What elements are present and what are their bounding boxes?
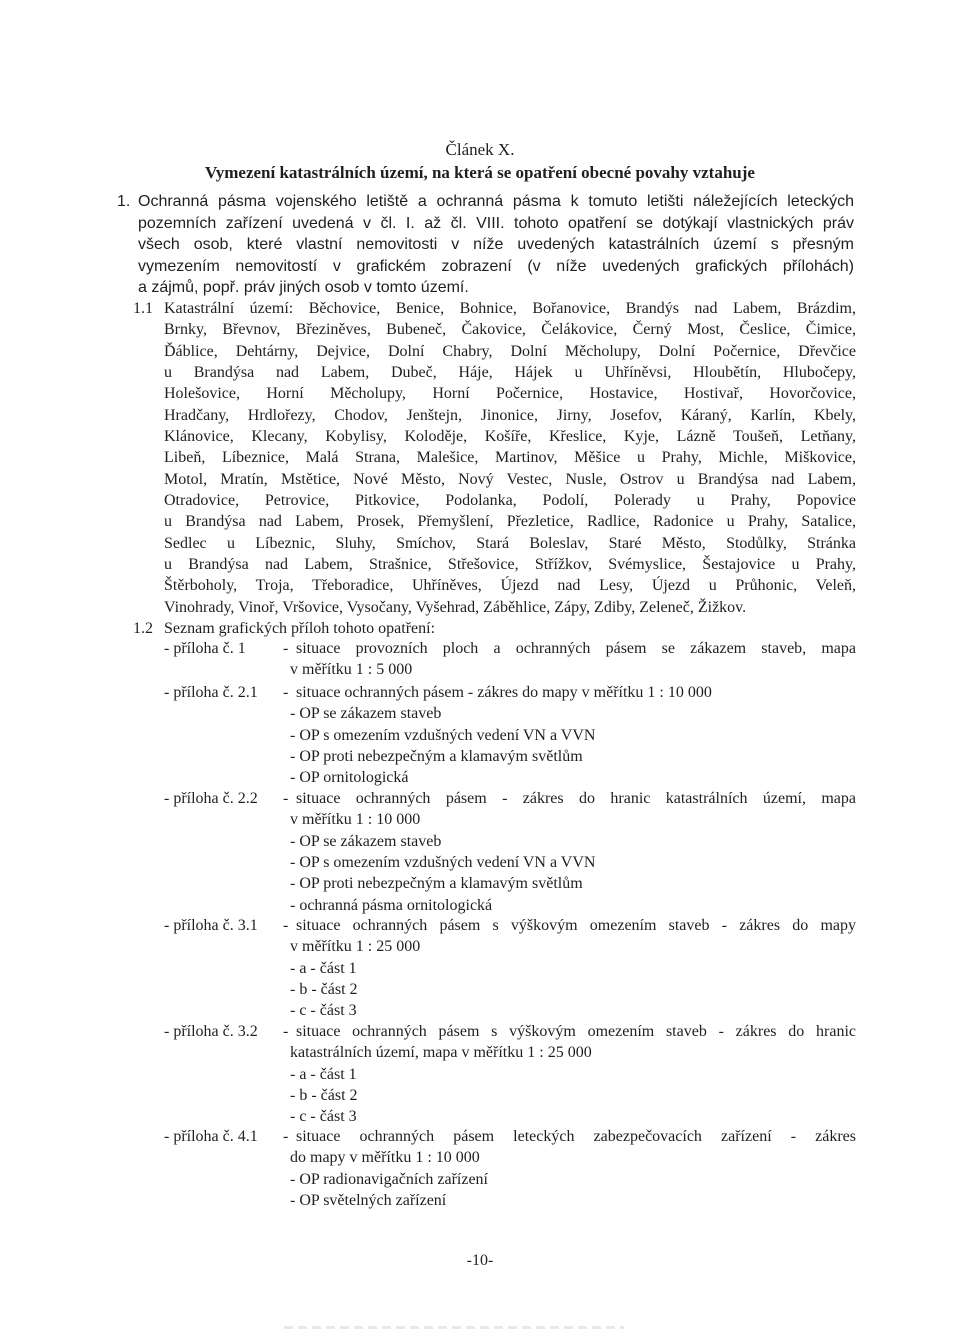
annex-sub-item: - b - část 2 — [290, 980, 358, 998]
annex-description-line: v měřítku 1 : 10 000 — [290, 811, 421, 829]
section-1-paragraph — [138, 192, 854, 300]
section-1-1-paragraph — [164, 299, 856, 619]
annex-dash: - — [283, 790, 289, 807]
section-1-1-line: Klánovice, Klecany, Kobylisy, Koloděje, Košíře, Křeslice, Kyje, Lázně Toušeň, Letňany, — [164, 427, 856, 445]
section-1-line: a zájmů, popř. práv jiných osob v tomto území. — [138, 279, 469, 296]
annex-sub-item: - b - část 2 — [290, 1086, 358, 1104]
annex-sub-item: - OP proti nebezpečným a klamavým světlům — [290, 747, 583, 765]
annex-dash: - — [283, 640, 289, 657]
bleed-through-artifact — [284, 1326, 624, 1329]
annex-description-line: v měřítku 1 : 5 000 — [290, 661, 413, 679]
annex-sub-item: - OP se zákazem staveb — [290, 832, 442, 850]
annex-dash: - — [283, 917, 289, 934]
annex-dash: - — [283, 1128, 289, 1145]
annex-sub-item: - c - část 3 — [290, 1002, 357, 1020]
section-1-number: 1. — [117, 193, 131, 210]
section-1-1-line: Otradovice, Petrovice, Pitkovice, Podolanka, Podolí, Polerady u Prahy, Popovice — [164, 491, 856, 509]
section-1-1-line: u Brandýsa nad Labem, Prosek, Přemyšlení, Přezletice, Radlice, Radonice u Prahy, Satalice, — [164, 513, 856, 531]
annex-description-line: situace ochranných pásem s výškovým omezením staveb - zákres do mapy — [296, 917, 856, 934]
section-1-1-line: Ďáblice, Dehtárny, Dejvice, Dolní Chabry, Dolní Měcholupy, Dolní Počernice, Dřevčice — [164, 342, 856, 360]
article-number: Článek X. — [445, 140, 515, 159]
annex-description-line: v měřítku 1 : 25 000 — [290, 938, 421, 956]
section-1-1-number: 1.1 — [133, 300, 153, 317]
annex-label: - příloha č. 3.1 — [164, 917, 258, 934]
annex-sub-item: - OP světelných zařízení — [290, 1191, 447, 1209]
annex-sub-item: - OP radionavigačních zařízení — [290, 1170, 488, 1188]
section-1-1-line: Štěrboholy, Troja, Třeboradice, Uhříněves, Újezd nad Lesy, Újezd u Průhonic, Veleň, — [164, 577, 856, 595]
annex-sub-item: - OP se zákazem staveb — [290, 705, 442, 723]
annex-description-line: situace ochranných pásem s výškovým omezením staveb - zákres do hranic — [296, 1023, 856, 1040]
annex-dash: - — [283, 1023, 289, 1040]
section-1-1-line: Sedlec u Líbeznic, Sluhy, Smíchov, Stará Boleslav, Staré Město, Stodůlky, Stránka — [164, 534, 856, 552]
annex-sub-item: - OP ornitologická — [290, 769, 409, 787]
section-1-1-line: Vinohrady, Vinoř, Vršovice, Vysočany, Vyšehrad, Záběhlice, Zápy, Zdiby, Zeleneč, Žižkov. — [164, 598, 747, 616]
section-1-1-line: Katastrální území: Běchovice, Benice, Bohnice, Bořanovice, Brandýs nad Labem, Brázdim, — [164, 300, 856, 317]
annex-label: - příloha č. 4.1 — [164, 1128, 258, 1145]
annex-description-line: situace ochranných pásem - zákres do hranic katastrálních území, mapa — [296, 790, 856, 807]
annex-sub-item: - a - část 1 — [290, 1065, 357, 1083]
annex-description-line: katastrálních území, mapa v měřítku 1 : 25 000 — [290, 1044, 592, 1062]
annex-sub-item: - ochranná pásma ornitologická — [290, 896, 493, 914]
section-1-1-line: Motol, Mratín, Mstětice, Nové Město, Nový Vestec, Nusle, Ostrov u Brandýsa nad Labem, — [164, 470, 856, 488]
section-1-line: všech osob, které vlastní nemovitosti v níže uvedených katastrálních území s přesným — [138, 236, 854, 253]
annex-label: - příloha č. 1 — [164, 640, 246, 657]
annex-description-line: do mapy v měřítku 1 : 10 000 — [290, 1149, 480, 1167]
section-1-1-line: Libeň, Líbeznice, Malá Strana, Malešice, Martinov, Měšice u Prahy, Michle, Miškovice, — [164, 449, 856, 467]
section-1-1-line: Brnky, Břevnov, Březiněves, Bubeneč, Čakovice, Čelákovice, Černý Most, Česlice, Čimice, — [164, 321, 856, 339]
section-1-2-number: 1.2 — [133, 620, 153, 637]
annex-label: - příloha č. 3.2 — [164, 1023, 258, 1040]
page-number: -10- — [466, 1252, 494, 1269]
annex-sub-item: - OP s omezením vzdušných vedení VN a VVN — [290, 726, 596, 744]
annex-description-line: situace provozních ploch a ochranných pásem se zákazem staveb, mapa — [296, 640, 856, 657]
section-1-line: vymezením nemovitostí v grafickém zobrazení (v níže uvedených grafických přílohách) — [138, 257, 854, 275]
section-1-2-intro: Seznam grafických příloh tohoto opatření: — [164, 620, 436, 637]
annex-dash: - — [283, 684, 289, 701]
annex-description-line: situace ochranných pásem leteckých zabezpečovacích zařízení - zákres — [296, 1128, 856, 1145]
section-1-1-line: Holešovice, Horní Měcholupy, Horní Počernice, Hostavice, Hostivař, Hovorčovice, — [164, 385, 856, 403]
annex-sub-item: - a - část 1 — [290, 959, 357, 977]
section-1-line: pozemních zařízení uvedená v čl. I. až čl. VIII. tohoto opatření se dotýkají vlastnických práv — [138, 214, 854, 232]
section-1-line: Ochranná pásma vojenského letiště a ochranná pásma k tomuto letišti náležejících leteckých — [138, 193, 854, 210]
section-1-1-line: u Brandýsa nad Labem, Strašnice, Střešovice, Střížkov, Svémyslice, Šestajovice u Prahy, — [164, 555, 856, 573]
annex-sub-item: - OP s omezením vzdušných vedení VN a VVN — [290, 853, 596, 871]
annex-label: - příloha č. 2.1 — [164, 684, 258, 701]
annex-label: - příloha č. 2.2 — [164, 790, 258, 807]
annex-description-line: situace ochranných pásem - zákres do mapy v měřítku 1 : 10 000 — [296, 684, 712, 701]
article-heading: Vymezení katastrálních území, na která se opatření obecné povahy vztahuje — [205, 163, 755, 182]
section-1-1-line: u Brandýsa nad Labem, Dubeč, Háje, Hájek u Uhříněvsi, Hloubětín, Hlubočepy, — [164, 363, 856, 381]
annex-sub-item: - OP proti nebezpečným a klamavým světlům — [290, 875, 583, 893]
annex-sub-item: - c - část 3 — [290, 1108, 357, 1126]
section-1-1-line: Hradčany, Hrdlořezy, Chodov, Jenštejn, Jinonice, Jirny, Josefov, Káraný, Karlín, Kbely, — [164, 406, 856, 424]
